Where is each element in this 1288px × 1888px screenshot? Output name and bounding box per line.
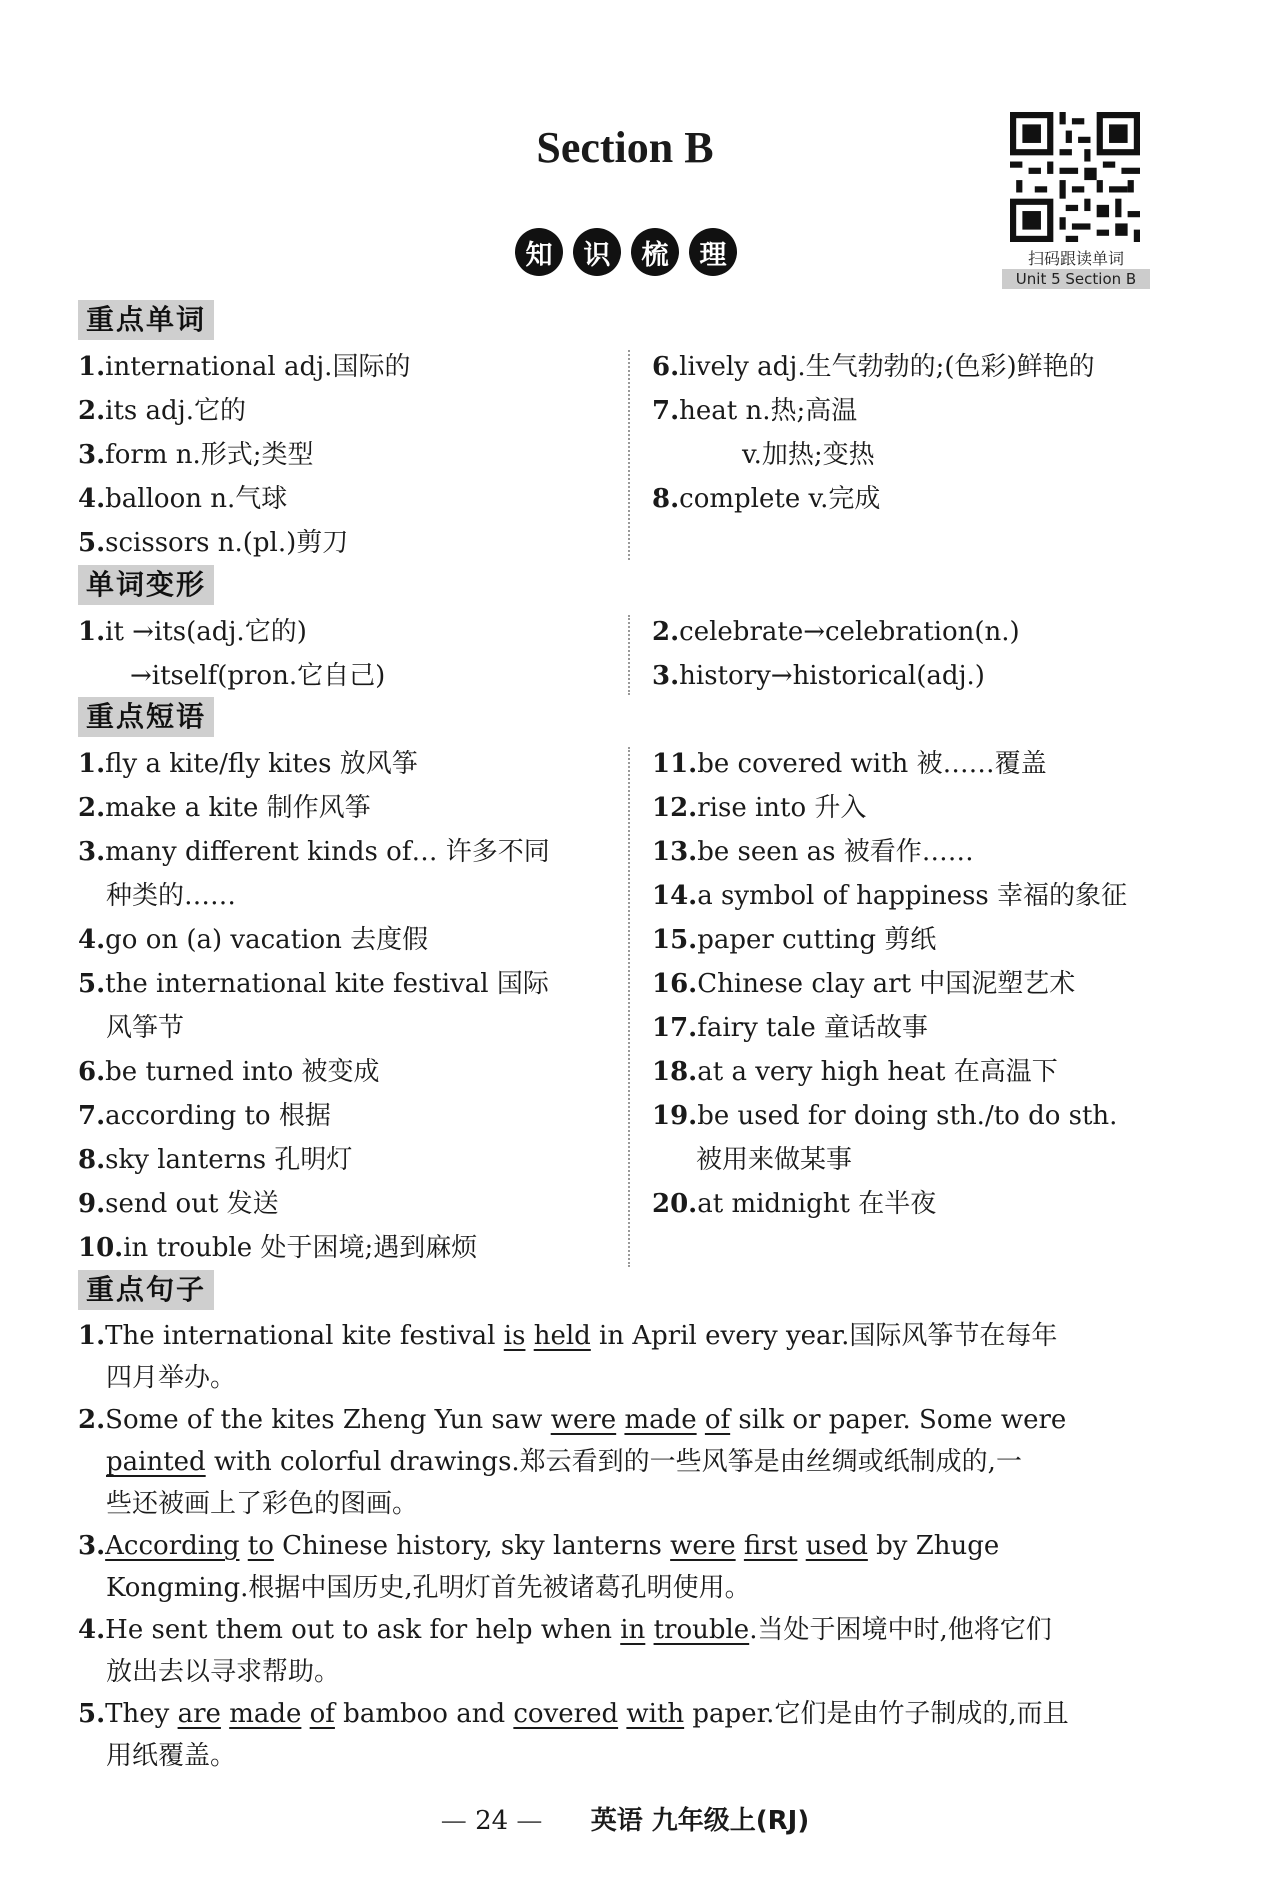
qr-code-icon[interactable] — [1010, 112, 1140, 242]
column-divider — [628, 350, 630, 560]
list-item: 1.international adj.国际的 — [78, 352, 411, 382]
list-item: 1.fly a kite/fly kites 放风筝 — [78, 749, 418, 779]
list-item: 18.at a very high heat 在高温下 — [652, 1057, 1058, 1087]
list-item: 3.many different kinds of… 许多不同 — [78, 837, 550, 867]
sentence-item: 2.Some of the kites Zheng Yun saw were made of silk or paper. Some were painted with colorful drawings.郑云看到的一些风筝是由丝绸或纸制成的,一 些还被画上了彩色的图画。 — [78, 1405, 1067, 1519]
list-item: 8.sky lanterns 孔明灯 — [78, 1145, 353, 1175]
section-heading-words: 重点单词 — [78, 300, 214, 340]
section-heading-sentences: 重点句子 — [78, 1270, 214, 1310]
list-item: 4.balloon n.气球 — [78, 484, 288, 514]
list-item: 20.at midnight 在半夜 — [652, 1189, 937, 1219]
list-item: 19.be used for doing sth./to do sth. — [652, 1101, 1118, 1131]
list-item: 6.lively adj.生气勃勃的;(色彩)鲜艳的 — [652, 352, 1095, 382]
list-item: 5.scissors n.(pl.)剪刀 — [78, 528, 349, 558]
list-item: 3.form n.形式;类型 — [78, 440, 314, 470]
list-item: 2.its adj.它的 — [78, 396, 246, 426]
list-item: 7.according to 根据 — [78, 1101, 331, 1131]
list-item: →itself(pron.它自己) — [130, 661, 386, 691]
badge-char: 梳 — [631, 228, 679, 276]
page-title: Section B — [536, 123, 714, 172]
list-item: 8.complete v.完成 — [652, 484, 881, 514]
list-item: 种类的…… — [106, 881, 237, 911]
list-item: 15.paper cutting 剪纸 — [652, 925, 937, 955]
list-item: 4.go on (a) vacation 去度假 — [78, 925, 429, 955]
phrases-right-column — [652, 742, 1127, 1226]
badge-char: 知 — [515, 228, 563, 276]
words-right-column — [652, 345, 1095, 521]
sentence-item: 3.According to Chinese history, sky lanterns were first used by Zhuge Kongming.根据中国历史,孔明灯首先被诸葛孔明使用。 — [78, 1531, 1000, 1603]
badge-char: 理 — [689, 228, 737, 276]
list-item: 2.celebrate→celebration(n.) — [652, 617, 1020, 647]
list-item: 被用来做某事 — [696, 1145, 853, 1175]
list-item: 13.be seen as 被看作…… — [652, 837, 974, 867]
badge-char: 识 — [573, 228, 621, 276]
phrases-left-column — [78, 742, 550, 1270]
sentence-item: 5.They are made of bamboo and covered with paper.它们是由竹子制成的,而且 用纸覆盖。 — [78, 1699, 1069, 1771]
list-item: 3.history→historical(adj.) — [652, 661, 985, 691]
list-item: 1.it →its(adj.它的) — [78, 617, 307, 647]
list-item: 9.send out 发送 — [78, 1189, 279, 1219]
knowledge-badge-row — [515, 228, 737, 276]
list-item: 7.heat n.热;高温 — [652, 396, 858, 426]
page-number: 24 — [475, 1806, 509, 1836]
list-item: 14.a symbol of happiness 幸福的象征 — [652, 881, 1128, 911]
list-item: 11.be covered with 被……覆盖 — [652, 749, 1047, 779]
words-left-column — [78, 345, 410, 565]
list-item: v.加热;变热 — [742, 440, 875, 470]
section-heading-phrases: 重点短语 — [78, 697, 214, 737]
page-footer: — 24 — 英语 九年级上(RJ) — [440, 1806, 810, 1836]
column-divider — [628, 615, 630, 695]
list-item: 10.in trouble 处于困境;遇到麻烦 — [78, 1233, 478, 1263]
list-item: 风筝节 — [106, 1013, 185, 1043]
list-item: 12.rise into 升入 — [652, 793, 867, 823]
section-heading-forms: 单词变形 — [78, 565, 214, 605]
list-item: 6.be turned into 被变成 — [78, 1057, 380, 1087]
list-item: 17.fairy tale 童话故事 — [652, 1013, 928, 1043]
list-item: 5.the international kite festival 国际 — [78, 969, 549, 999]
forms-right-column — [652, 610, 1020, 698]
column-divider — [628, 747, 630, 1267]
qr-caption — [1002, 249, 1150, 289]
sentence-item: 1.The international kite festival is held in April every year.国际风筝节在每年 四月举办。 — [78, 1321, 1058, 1393]
sentences-block — [78, 1315, 1178, 1777]
forms-left-column — [78, 610, 385, 698]
list-item: 16.Chinese clay art 中国泥塑艺术 — [652, 969, 1076, 999]
subject-label: 英语 九年级上(RJ) — [590, 1806, 810, 1836]
sentence-item: 4.He sent them out to ask for help when in trouble.当处于困境中时,他将它们 放出去以寻求帮助。 — [78, 1615, 1052, 1687]
qr-caption-line1: 扫码跟读单词 — [1027, 249, 1124, 268]
qr-caption-line2: Unit 5 Section B — [1002, 269, 1150, 289]
list-item: 2.make a kite 制作风筝 — [78, 793, 371, 823]
